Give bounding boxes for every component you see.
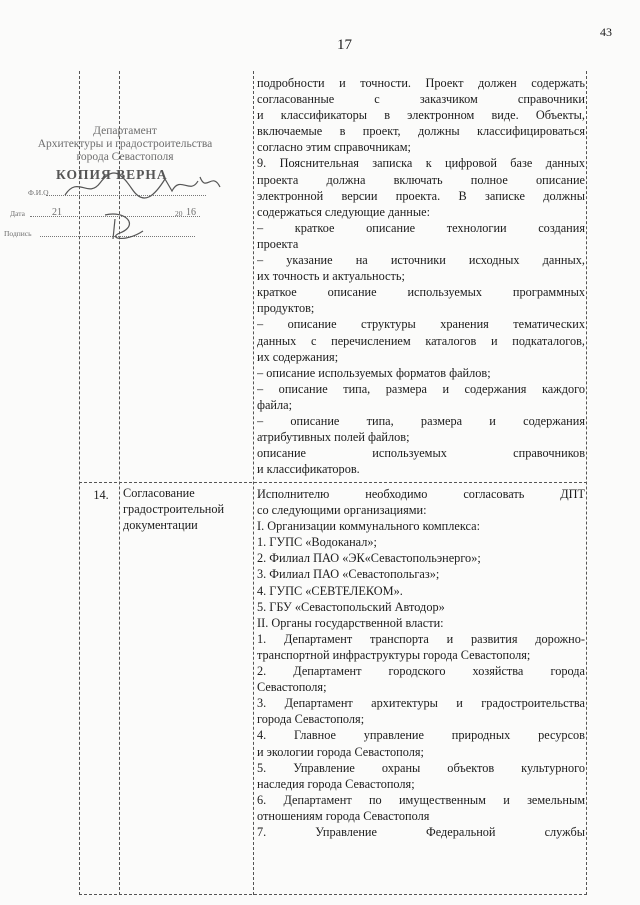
stamp-date-label: Дата	[10, 209, 25, 218]
text-line: 4. Главное управление природных ресурсов	[257, 728, 585, 743]
text-line: 3. Филиал ПАО «Севастопольгаз»;	[257, 567, 440, 582]
page-number-right: 43	[600, 25, 612, 39]
text-line: наследия города Севастополя;	[257, 776, 415, 791]
text-line: – краткое описание технологии создания	[257, 220, 585, 235]
text-line: 5. ГБУ «Севастопольский Автодор»	[257, 599, 445, 614]
text-line: описание используемых справочников	[257, 446, 585, 461]
handwritten-signature-2	[95, 205, 155, 245]
text-line: 1. Департамент транспорта и развития дорожно-	[257, 631, 585, 646]
text-line: города Севастополя;	[257, 712, 365, 727]
table-divider-2	[253, 71, 254, 895]
stamp-date-year: 20	[175, 209, 183, 218]
stamp-org-line: Департамент	[93, 125, 157, 137]
text-line: отношениям города Севастополя	[257, 808, 430, 823]
text-line: 9. Пояснительная записка к цифровой базе данных	[257, 156, 585, 171]
table-bottom-border	[79, 894, 587, 895]
text-line: атрибутивных полей файлов;	[257, 430, 410, 445]
text-line: I. Организации коммунального комплекса:	[257, 519, 480, 534]
page-number-center: 17	[337, 37, 352, 53]
stamp-org-line: города Севастополя	[76, 151, 174, 163]
text-line: включаемые в проект, должны классифицироваться	[257, 124, 585, 139]
stamp-date-day: 21	[52, 207, 62, 218]
stamp-date-suffix: 16	[186, 207, 196, 218]
table-border-right	[586, 71, 587, 895]
row-title-line: градостроительной	[123, 502, 225, 517]
text-line: их содержания;	[257, 349, 339, 364]
text-line: транспортной инфраструктуры города Севастополя;	[257, 647, 531, 662]
text-line: электронной версии проекта. В записке должны	[257, 188, 585, 203]
text-line: Севастополя;	[257, 680, 327, 695]
text-line: 4. ГУПС «СЕВТЕЛЕКОМ».	[257, 583, 403, 598]
text-line: содержаться следующие данные:	[257, 204, 430, 219]
text-line: их точность и актуальность;	[257, 269, 405, 284]
text-line: Исполнителю необходимо согласовать ДПТ	[257, 487, 585, 501]
text-line: краткое описание используемых программных	[257, 285, 585, 300]
text-line: 1. ГУПС «Водоканал»;	[257, 535, 377, 550]
text-line: файла;	[257, 397, 293, 412]
text-line: – описание типа, размера и содержания	[257, 413, 585, 428]
row-separator	[79, 482, 587, 483]
text-line: согласно этим справочникам;	[257, 140, 411, 155]
row-number: 14.	[93, 488, 109, 502]
text-line: согласованные с заказчиком справочники	[257, 92, 585, 107]
text-line: данных с перечислением каталогов и подкаталогов,	[257, 333, 585, 348]
row-title	[123, 485, 251, 533]
text-line: 2. Филиал ПАО «ЭК«Севастопольэнерго»;	[257, 551, 481, 566]
handwritten-signature-1	[60, 165, 230, 205]
text-line: – указание на источники исходных данных,	[257, 253, 585, 268]
row14-text	[257, 486, 585, 840]
text-line: подробности и точности. Проект должен содержать	[257, 76, 585, 90]
stamp-org-line: Архитектуры и градостроительства	[37, 138, 213, 150]
text-line: 7. Управление Федеральной службы	[257, 824, 585, 839]
text-line: продуктов;	[257, 301, 315, 316]
stamp-organization	[0, 125, 250, 164]
text-line: 6. Департамент по имущественным и земельным	[257, 792, 585, 807]
text-line: и классификаторов.	[257, 462, 360, 477]
copy-certification-stamp	[0, 125, 250, 245]
stamp-copy-true: КОПИЯ ВЕРНА	[56, 167, 168, 182]
stamp-sign-label: Подпись	[4, 229, 32, 238]
text-line: и экологии города Севастополя;	[257, 744, 424, 759]
text-line: 5. Управление охраны объектов культурного	[257, 760, 585, 775]
top-cell-text	[257, 75, 585, 477]
text-line: 3. Департамент архитектуры и градостроительства	[257, 696, 585, 711]
text-line: и классификаторы в электронном виде. Объекты,	[257, 108, 585, 123]
text-line: – описание используемых форматов файлов;	[257, 365, 491, 380]
text-line: проекта должна включать полное описание	[257, 172, 585, 187]
text-line: – описание типа, размера и содержания каждого	[257, 381, 585, 396]
row-title-line: документации	[123, 518, 198, 533]
text-line: со следующими организациями:	[257, 503, 427, 518]
text-line: II. Органы государственной власти:	[257, 615, 444, 630]
text-line: 2. Департамент городского хозяйства города	[257, 664, 585, 679]
row-title-line: Согласование	[123, 486, 195, 500]
stamp-fio-label: Ф.И.О	[28, 188, 49, 197]
text-line: – описание структуры хранения тематических	[257, 317, 585, 332]
text-line: проекта	[257, 236, 299, 251]
